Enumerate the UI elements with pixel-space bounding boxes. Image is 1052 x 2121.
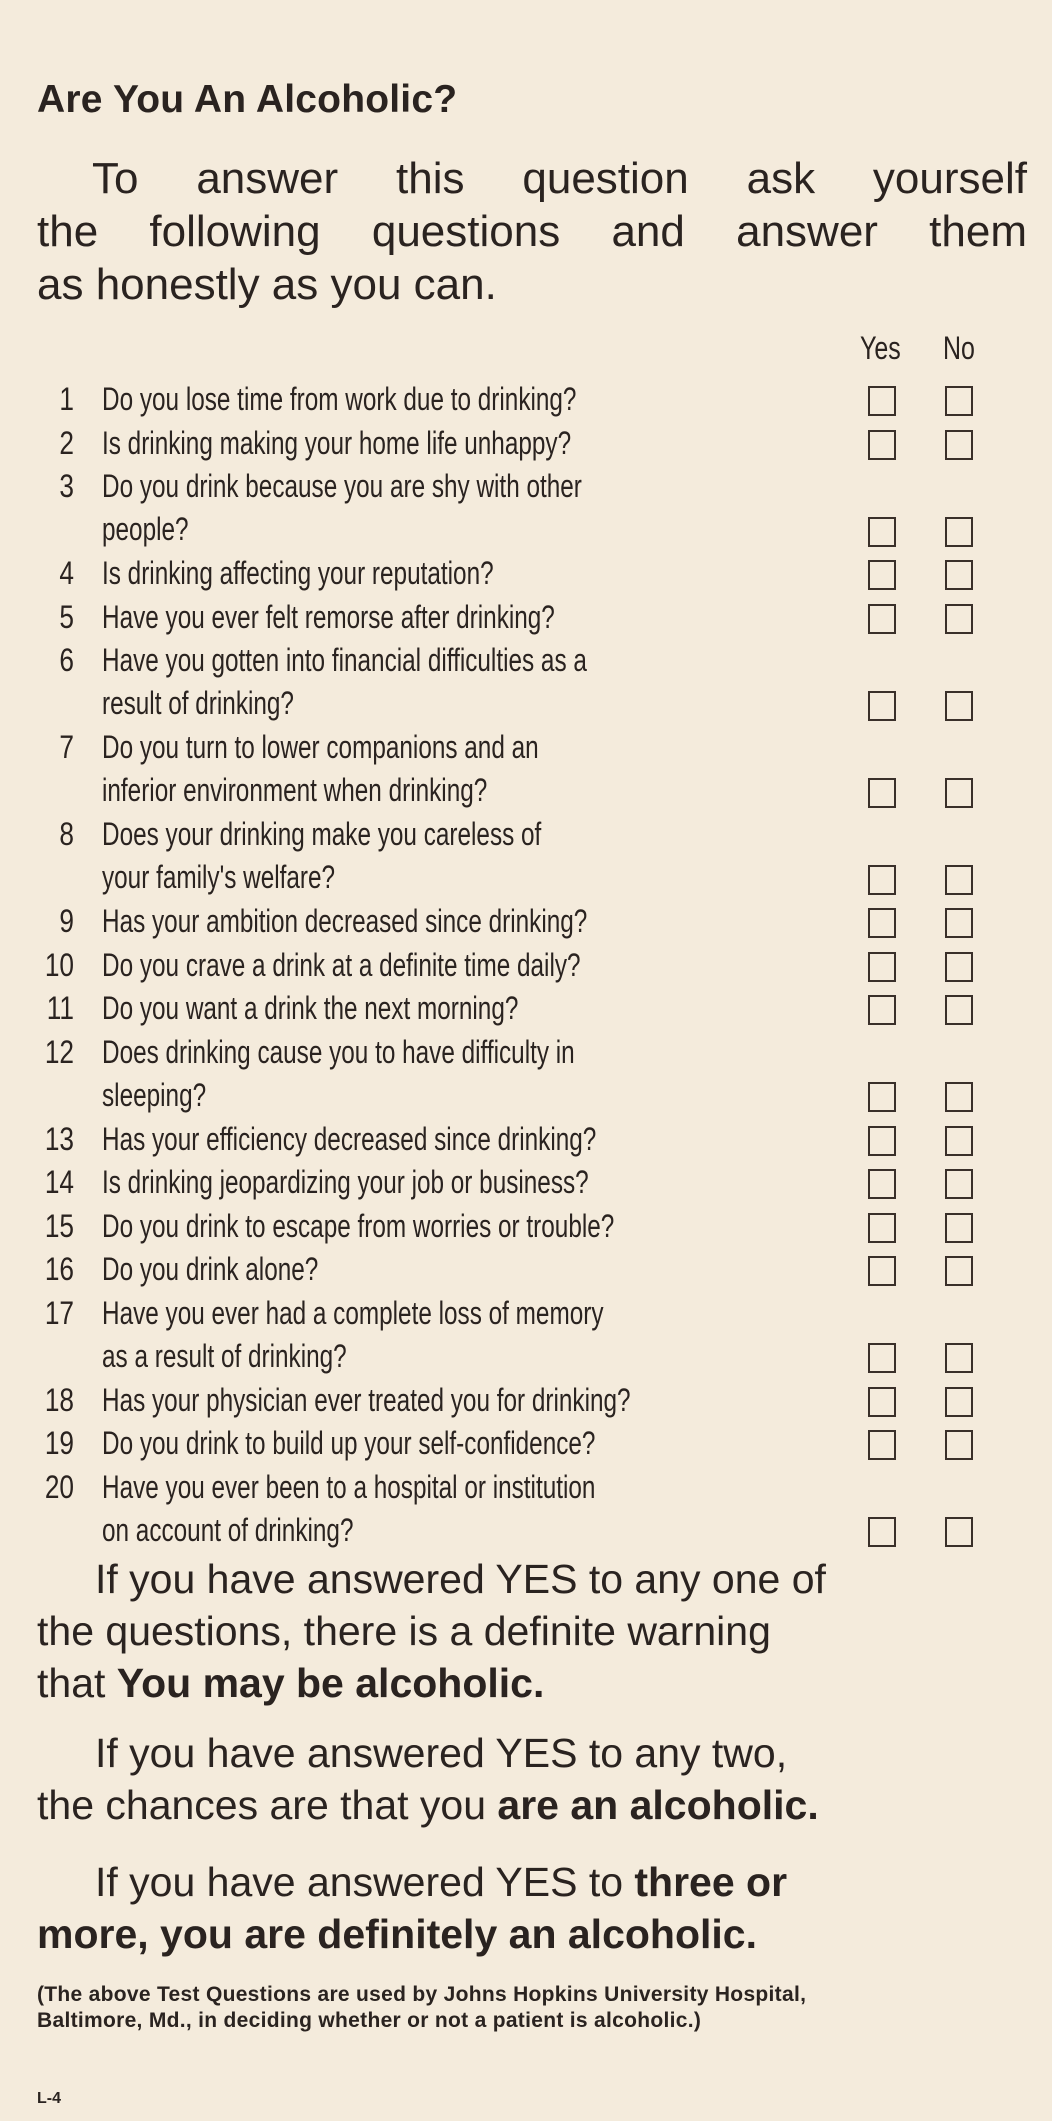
result-two-line-2 — [37, 1779, 1027, 1831]
result-three-line-1-text: If you have answered YES to — [95, 1859, 635, 1905]
yes-checkbox[interactable] — [868, 1430, 896, 1460]
question-row — [0, 1248, 1052, 1292]
yes-checkbox[interactable] — [868, 1082, 896, 1112]
question-number: 13 — [44, 1120, 74, 1157]
no-checkbox[interactable] — [945, 865, 973, 895]
no-checkbox[interactable] — [945, 691, 973, 721]
no-checkbox[interactable] — [945, 1343, 973, 1373]
yes-checkbox[interactable] — [868, 865, 896, 895]
no-checkbox[interactable] — [945, 995, 973, 1025]
question-number: 3 — [59, 468, 74, 504]
question-row — [0, 1422, 1052, 1466]
question-text-line: sleeping? — [102, 1076, 207, 1113]
no-checkbox[interactable] — [945, 1126, 973, 1156]
question-text-line: Has your efficiency decreased since drinking? — [102, 1120, 597, 1157]
question-text — [102, 1248, 725, 1291]
question-row — [0, 1205, 1052, 1249]
question-text — [102, 1422, 725, 1465]
intro-line-2: the following questions and answer them — [37, 207, 1027, 256]
question-text — [102, 1379, 725, 1422]
yes-checkbox[interactable] — [868, 560, 896, 590]
question-row — [0, 1292, 1052, 1379]
yes-checkbox[interactable] — [868, 386, 896, 416]
no-checkbox[interactable] — [945, 560, 973, 590]
result-two-line-1: If you have answered YES to any two, — [95, 1730, 788, 1776]
question-text-line: Is drinking making your home life unhappy? — [102, 424, 572, 461]
question-number: 17 — [44, 1294, 74, 1331]
no-checkbox[interactable] — [945, 1430, 973, 1460]
no-checkbox[interactable] — [945, 1387, 973, 1417]
yes-checkbox[interactable] — [868, 1213, 896, 1243]
yes-checkbox[interactable] — [868, 995, 896, 1025]
question-row — [0, 900, 1052, 944]
yes-checkbox[interactable] — [868, 1387, 896, 1417]
question-text-line: Does your drinking make you careless of — [102, 816, 542, 852]
question-text — [102, 1205, 725, 1248]
question-text — [102, 1118, 725, 1161]
question-number: 12 — [44, 1033, 74, 1070]
yes-checkbox[interactable] — [868, 1169, 896, 1199]
yes-checkbox[interactable] — [868, 517, 896, 547]
yes-checkbox[interactable] — [868, 604, 896, 634]
question-text-line: Do you drink because you are shy with other — [102, 468, 582, 504]
question-number: 9 — [59, 903, 74, 939]
question-text — [102, 813, 725, 899]
question-text-line: Do you drink alone? — [102, 1251, 319, 1287]
no-checkbox[interactable] — [945, 1169, 973, 1199]
question-row — [0, 596, 1052, 640]
question-text — [102, 987, 725, 1030]
result-one-line-2: the questions, there is a definite warning — [37, 1608, 771, 1654]
footnote-line-1: (The above Test Questions are used by Johns Hopkins University Hospital, — [37, 1983, 807, 2006]
yes-checkbox[interactable] — [868, 908, 896, 938]
no-checkbox[interactable] — [945, 430, 973, 460]
question-text-line: Have you ever been to a hospital or institution — [102, 1468, 596, 1505]
footnote-line-2: Baltimore, Md., in deciding whether or not a patient is alcoholic.) — [37, 2009, 702, 2032]
no-checkbox[interactable] — [945, 386, 973, 416]
page-title: Are You An Alcoholic? — [37, 78, 458, 121]
no-checkbox[interactable] — [945, 1213, 973, 1243]
question-number: 2 — [59, 424, 74, 461]
result-one-yes — [37, 1553, 1027, 1709]
question-text-line: Do you drink to build up your self-confidence? — [102, 1425, 596, 1461]
question-text-line: Do you drink to escape from worries or trouble? — [102, 1207, 615, 1244]
question-text-line: Do you lose time from work due to drinking? — [102, 381, 577, 417]
question-text-line: Is drinking affecting your reputation? — [102, 555, 494, 591]
question-row — [0, 1379, 1052, 1423]
question-text-line: Have you gotten into financial difficulties as a — [102, 642, 587, 678]
question-text — [102, 552, 725, 595]
result-two-line-2-text: the chances are that you — [37, 1782, 498, 1828]
no-checkbox[interactable] — [945, 1256, 973, 1286]
question-text — [102, 900, 725, 943]
result-one-warning: You may be alcoholic. — [116, 1660, 545, 1706]
result-three-warning-end: more, you are definitely an alcoholic. — [37, 1911, 757, 1957]
question-number: 5 — [59, 598, 74, 635]
question-number: 7 — [59, 729, 74, 765]
result-two-warning: are an alcoholic. — [497, 1782, 819, 1828]
result-one-line-3-text: that — [37, 1660, 117, 1706]
no-checkbox[interactable] — [945, 517, 973, 547]
question-row — [0, 1031, 1052, 1118]
question-row — [0, 422, 1052, 466]
result-three-line-1 — [37, 1856, 1027, 1908]
question-number: 6 — [59, 642, 74, 678]
question-number: 10 — [44, 946, 74, 983]
question-text — [102, 1466, 725, 1552]
intro-line-3: as honestly as you can. — [37, 260, 497, 309]
question-text — [102, 944, 725, 987]
question-row — [0, 944, 1052, 988]
question-text — [102, 1031, 725, 1117]
intro-paragraph — [37, 152, 1027, 311]
yes-checkbox[interactable] — [868, 1517, 896, 1547]
question-text — [102, 596, 725, 639]
question-row — [0, 552, 1052, 596]
question-number: 1 — [59, 381, 74, 417]
question-text-line: Have you ever felt remorse after drinking? — [102, 598, 555, 635]
question-number: 15 — [44, 1207, 74, 1244]
form-code: L-4 — [37, 2090, 61, 2107]
yes-checkbox[interactable] — [868, 1256, 896, 1286]
source-footnote — [37, 1982, 1027, 2034]
question-text-line: as a result of drinking? — [102, 1337, 347, 1374]
yes-column-header: Yes — [860, 330, 901, 366]
question-text-line: Do you crave a drink at a definite time daily? — [102, 946, 581, 983]
question-text — [102, 378, 725, 421]
result-two-yes — [37, 1727, 1027, 1831]
result-three-line-2 — [37, 1908, 1027, 1960]
yes-checkbox[interactable] — [868, 1343, 896, 1373]
question-text-line: people? — [102, 511, 189, 547]
question-text — [102, 1161, 725, 1204]
yes-checkbox[interactable] — [868, 1126, 896, 1156]
question-text — [102, 465, 725, 551]
yes-checkbox[interactable] — [868, 778, 896, 808]
intro-line-1: To answer this question ask yourself — [92, 154, 1027, 203]
result-three-yes — [37, 1856, 1027, 1960]
question-row — [0, 987, 1052, 1031]
no-checkbox[interactable] — [945, 908, 973, 938]
question-text — [102, 422, 725, 465]
question-number: 8 — [59, 816, 74, 852]
question-text-line: Do you want a drink the next morning? — [102, 990, 519, 1026]
no-checkbox[interactable] — [945, 604, 973, 634]
question-number: 20 — [44, 1468, 74, 1505]
question-row — [0, 1161, 1052, 1205]
question-text-line: Has your physician ever treated you for drinking? — [102, 1381, 631, 1418]
question-number: 14 — [44, 1164, 74, 1200]
question-text-line: inferior environment when drinking? — [102, 772, 488, 808]
yes-checkbox[interactable] — [868, 952, 896, 982]
result-one-line-1: If you have answered YES to any one of — [95, 1556, 826, 1602]
question-text — [102, 639, 725, 725]
question-text-line: result of drinking? — [102, 685, 294, 721]
question-number: 18 — [44, 1381, 74, 1418]
question-text-line: Have you ever had a complete loss of memory — [102, 1294, 604, 1331]
no-column-header: No — [943, 330, 975, 366]
question-row — [0, 726, 1052, 813]
question-number: 19 — [44, 1425, 74, 1461]
question-text-line: on account of drinking? — [102, 1511, 354, 1548]
no-checkbox[interactable] — [945, 952, 973, 982]
question-text-line: Does drinking cause you to have difficulty in — [102, 1033, 575, 1070]
question-row — [0, 465, 1052, 552]
no-checkbox[interactable] — [945, 1082, 973, 1112]
question-row — [0, 1118, 1052, 1162]
question-row — [0, 639, 1052, 726]
question-number: 11 — [46, 990, 74, 1026]
question-text-line: Is drinking jeopardizing your job or business? — [102, 1164, 589, 1200]
question-text-line: Has your ambition decreased since drinking? — [102, 903, 588, 939]
result-three-warning-start: three or — [634, 1859, 788, 1905]
question-text-line: Do you turn to lower companions and an — [102, 729, 539, 765]
no-checkbox[interactable] — [945, 1517, 973, 1547]
question-text-line: your family's welfare? — [102, 859, 336, 895]
question-row — [0, 1466, 1052, 1553]
result-one-line-3 — [37, 1657, 1027, 1709]
question-number: 16 — [44, 1251, 74, 1287]
question-text — [102, 726, 725, 812]
question-row — [0, 813, 1052, 900]
no-checkbox[interactable] — [945, 778, 973, 808]
question-row — [0, 378, 1052, 422]
question-text — [102, 1292, 725, 1378]
yes-checkbox[interactable] — [868, 691, 896, 721]
question-number: 4 — [59, 555, 74, 591]
yes-checkbox[interactable] — [868, 430, 896, 460]
